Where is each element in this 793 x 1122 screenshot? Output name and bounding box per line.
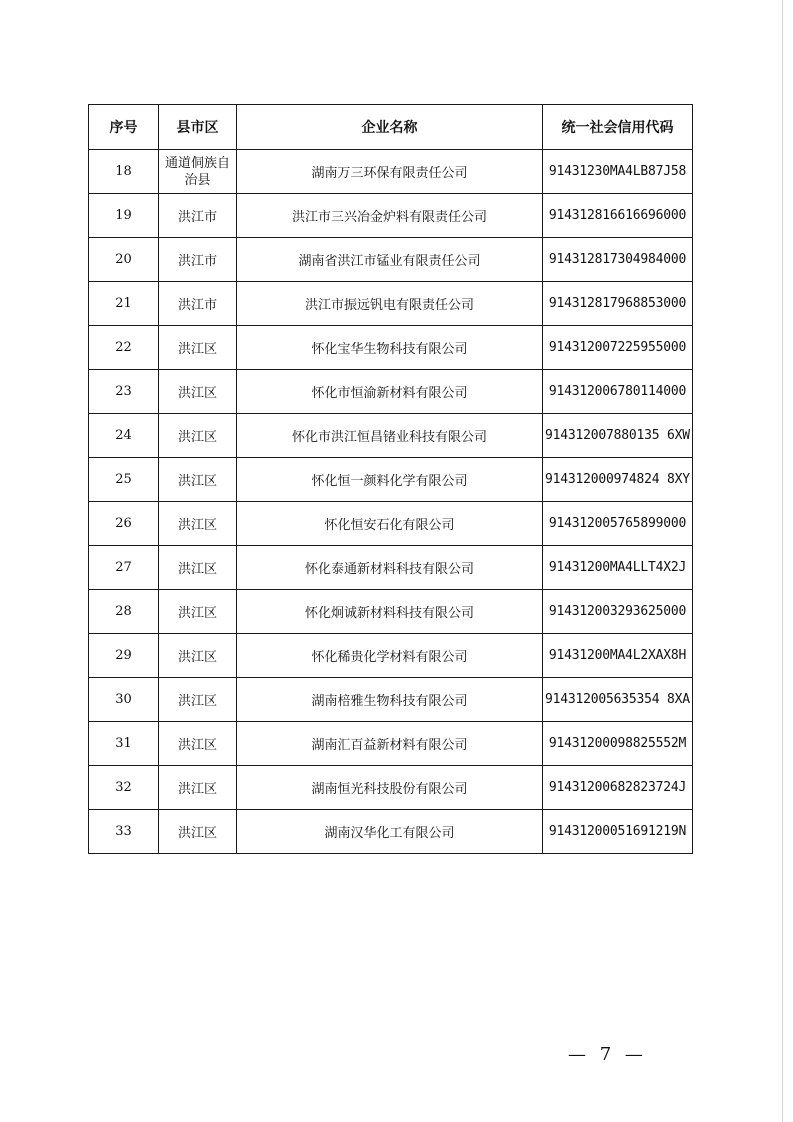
cell-county: 洪江区 <box>159 810 237 854</box>
cell-seq: 19 <box>89 194 159 238</box>
cell-seq: 22 <box>89 326 159 370</box>
cell-code: 914312005635354 8XA <box>543 678 693 722</box>
page-edge-line <box>782 0 783 1122</box>
cell-seq: 25 <box>89 458 159 502</box>
table-row <box>89 414 693 458</box>
cell-code: 914312000974824 8XY <box>543 458 693 502</box>
cell-code: 91431200MA4LLT4X2J <box>543 546 693 590</box>
cell-company: 湖南省洪江市锰业有限责任公司 <box>237 238 543 282</box>
cell-county: 洪江区 <box>159 634 237 678</box>
cell-code: 914312007880135 6XW <box>543 414 693 458</box>
page-number: — 7 — <box>568 1044 647 1065</box>
cell-code: 91431200051691219N <box>543 810 693 854</box>
header-company: 企业名称 <box>237 105 543 150</box>
cell-seq: 23 <box>89 370 159 414</box>
cell-code: 91431200682823724J <box>543 766 693 810</box>
table-row <box>89 678 693 722</box>
cell-county: 洪江区 <box>159 766 237 810</box>
cell-code: 914312003293625000 <box>543 590 693 634</box>
cell-seq: 33 <box>89 810 159 854</box>
cell-county: 通道侗族自治县 <box>159 150 237 194</box>
cell-company: 怀化市恒渝新材料有限公司 <box>237 370 543 414</box>
cell-county: 洪江区 <box>159 370 237 414</box>
cell-seq: 29 <box>89 634 159 678</box>
table-row <box>89 546 693 590</box>
header-code: 统一社会信用代码 <box>543 105 693 150</box>
cell-company: 洪江市振远钒电有限责任公司 <box>237 282 543 326</box>
cell-county: 洪江区 <box>159 590 237 634</box>
cell-county: 洪江市 <box>159 238 237 282</box>
table-row <box>89 194 693 238</box>
cell-county: 洪江区 <box>159 546 237 590</box>
cell-company: 洪江市三兴冶金炉料有限责任公司 <box>237 194 543 238</box>
cell-code: 914312007225955000 <box>543 326 693 370</box>
cell-seq: 20 <box>89 238 159 282</box>
cell-seq: 28 <box>89 590 159 634</box>
cell-county: 洪江区 <box>159 414 237 458</box>
cell-county: 洪江区 <box>159 458 237 502</box>
table-row <box>89 810 693 854</box>
cell-county: 洪江市 <box>159 194 237 238</box>
header-county: 县市区 <box>159 105 237 150</box>
cell-company: 湖南万三环保有限责任公司 <box>237 150 543 194</box>
table-row <box>89 590 693 634</box>
cell-code: 914312817304984000 <box>543 238 693 282</box>
cell-company: 湖南棓雅生物科技有限公司 <box>237 678 543 722</box>
table-row <box>89 722 693 766</box>
cell-seq: 27 <box>89 546 159 590</box>
cell-seq: 26 <box>89 502 159 546</box>
table-row <box>89 458 693 502</box>
cell-code: 91431200MA4L2XAX8H <box>543 634 693 678</box>
cell-company: 怀化炯诚新材料科技有限公司 <box>237 590 543 634</box>
cell-code: 914312817968853000 <box>543 282 693 326</box>
cell-company: 怀化宝华生物科技有限公司 <box>237 326 543 370</box>
cell-seq: 18 <box>89 150 159 194</box>
cell-county: 洪江区 <box>159 502 237 546</box>
cell-seq: 24 <box>89 414 159 458</box>
cell-code: 914312006780114000 <box>543 370 693 414</box>
table-row <box>89 502 693 546</box>
cell-county: 洪江区 <box>159 678 237 722</box>
cell-code: 91431200098825552M <box>543 722 693 766</box>
cell-county: 洪江区 <box>159 722 237 766</box>
cell-seq: 30 <box>89 678 159 722</box>
table-row <box>89 766 693 810</box>
cell-company: 湖南汇百益新材料有限公司 <box>237 722 543 766</box>
table-row <box>89 238 693 282</box>
cell-county: 洪江市 <box>159 282 237 326</box>
cell-company: 怀化市洪江恒昌锗业科技有限公司 <box>237 414 543 458</box>
table-header-row <box>89 105 693 150</box>
cell-seq: 32 <box>89 766 159 810</box>
cell-company: 怀化恒一颜料化学有限公司 <box>237 458 543 502</box>
cell-company: 湖南汉华化工有限公司 <box>237 810 543 854</box>
table-row <box>89 282 693 326</box>
cell-code: 914312816616696000 <box>543 194 693 238</box>
cell-county: 洪江区 <box>159 326 237 370</box>
cell-code: 91431230MA4LB87J58 <box>543 150 693 194</box>
table-row <box>89 150 693 194</box>
table-row <box>89 326 693 370</box>
cell-company: 怀化恒安石化有限公司 <box>237 502 543 546</box>
cell-code: 914312005765899000 <box>543 502 693 546</box>
table-row <box>89 634 693 678</box>
header-seq: 序号 <box>89 105 159 150</box>
cell-company: 怀化泰通新材料科技有限公司 <box>237 546 543 590</box>
enterprise-table <box>88 104 693 854</box>
cell-company: 湖南恒光科技股份有限公司 <box>237 766 543 810</box>
cell-seq: 31 <box>89 722 159 766</box>
table-row <box>89 370 693 414</box>
cell-company: 怀化稀贵化学材料有限公司 <box>237 634 543 678</box>
cell-seq: 21 <box>89 282 159 326</box>
